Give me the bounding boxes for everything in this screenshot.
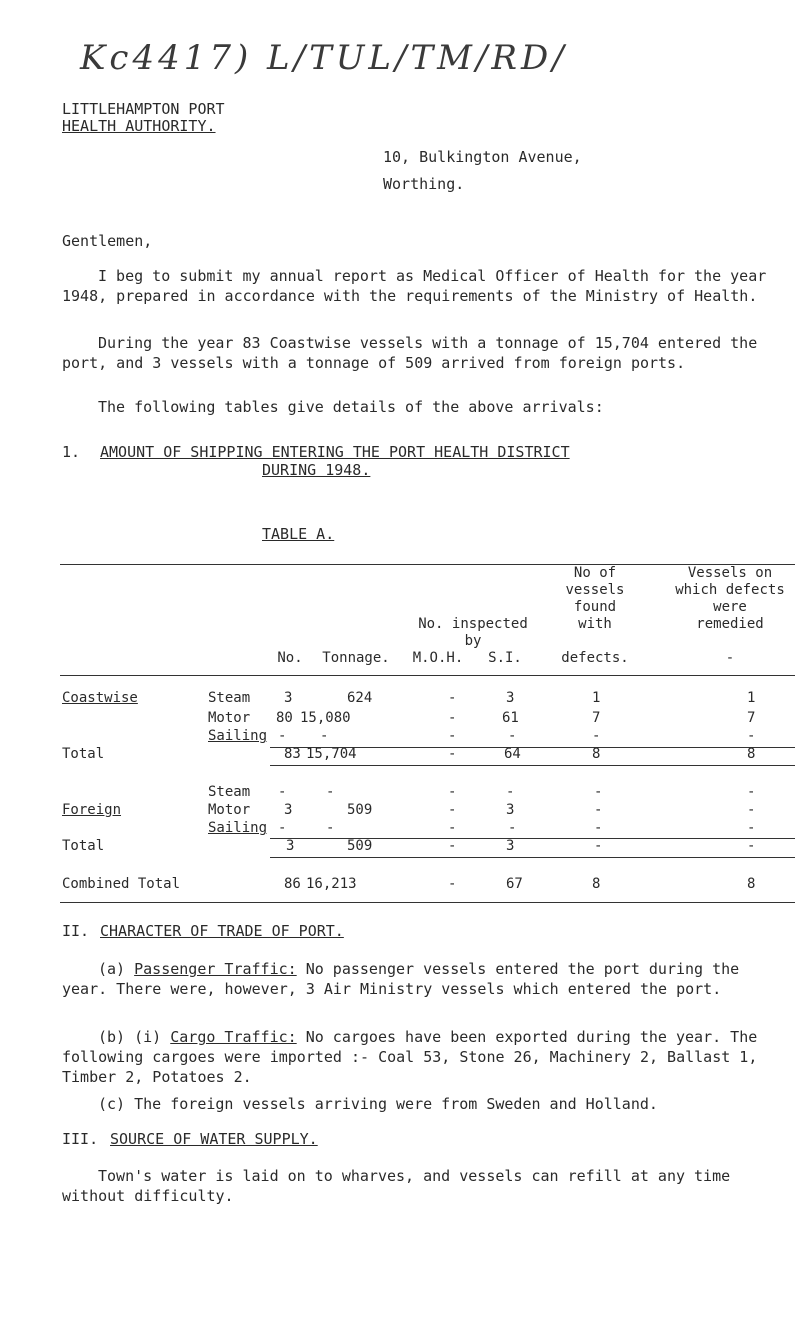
handwritten-reference: Kc4417) L/TUL/TM/RD/ bbox=[80, 38, 568, 78]
header-remedied-1: Vessels on bbox=[687, 565, 773, 581]
intro-paragraph: I beg to submit my annual report as Medical Officer of Health for the year 1948, prepared in accordance with the requirements of the Ministry of Health. bbox=[62, 267, 767, 305]
section1-title: AMOUNT OF SHIPPING ENTERING THE PORT HEALTH DISTRICT bbox=[100, 443, 570, 461]
address-street: 10, Bulkington Avenue, bbox=[383, 148, 582, 166]
cargo-traffic-paragraph: (b) (i) Cargo Traffic: No cargoes have been exported during the year. The following cargoes were imported :- Coal 53, Stone 26, Machinery 2, Ballast 1, Timber 2, Potatoes 2. bbox=[62, 1028, 758, 1086]
authority-name: LITTLEHAMPTON PORT bbox=[62, 100, 225, 118]
header-defects-4: with bbox=[578, 616, 612, 632]
header-inspected-line1: No. inspected bbox=[418, 616, 528, 632]
arrivals-paragraph: During the year 83 Coastwise vessels with a tonnage of 15,704 entered the port, and 3 vessels with a tonnage of 509 arrived from foreign ports. bbox=[62, 334, 758, 372]
section1-number: 1. bbox=[62, 443, 81, 461]
authority-subtitle: HEALTH AUTHORITY. bbox=[62, 117, 216, 135]
tables-intro: The following tables give details of the above arrivals: bbox=[98, 398, 604, 416]
header-remedied-2: which defects bbox=[675, 582, 785, 598]
header-inspected-moh: M.O.H. bbox=[412, 650, 464, 666]
water-supply-paragraph: Town's water is laid on to wharves, and vessels can refill at any time without difficulty. bbox=[62, 1167, 731, 1205]
table-caption: TABLE A. bbox=[262, 525, 335, 543]
section1-title-cont: DURING 1948. bbox=[262, 461, 371, 479]
group-label-foreign: Foreign bbox=[62, 802, 122, 818]
header-defects-3: found bbox=[573, 599, 617, 615]
foreign-vessels-paragraph: (c) The foreign vessels arriving were from Sweden and Holland. bbox=[98, 1095, 658, 1113]
header-tonnage: Tonnage. bbox=[322, 650, 390, 666]
header-remedied-5: - bbox=[725, 650, 735, 666]
header-no: No. bbox=[277, 650, 303, 666]
section2-title: CHARACTER OF TRADE OF PORT. bbox=[100, 922, 344, 940]
header-defects-5: defects. bbox=[561, 650, 629, 666]
salutation: Gentlemen, bbox=[62, 232, 153, 250]
section2-number: II. bbox=[62, 922, 90, 940]
passenger-traffic-paragraph: (a) Passenger Traffic: No passenger vessels entered the port during the year. There were, however, 3 Air Ministry vessels which entered the port. bbox=[62, 960, 740, 998]
header-remedied-4: remedied bbox=[696, 616, 764, 632]
group-label-coastwise: Coastwise bbox=[62, 690, 138, 706]
header-defects-1: No of bbox=[573, 565, 617, 581]
header-inspected-line2: by bbox=[464, 633, 482, 649]
header-inspected-si: S.I. bbox=[488, 650, 522, 666]
header-remedied-3: were bbox=[713, 599, 747, 615]
section3-title: SOURCE OF WATER SUPPLY. bbox=[110, 1130, 318, 1148]
section3-number: III. bbox=[62, 1130, 99, 1148]
address-town: Worthing. bbox=[383, 175, 465, 193]
header-defects-2: vessels bbox=[565, 582, 625, 598]
